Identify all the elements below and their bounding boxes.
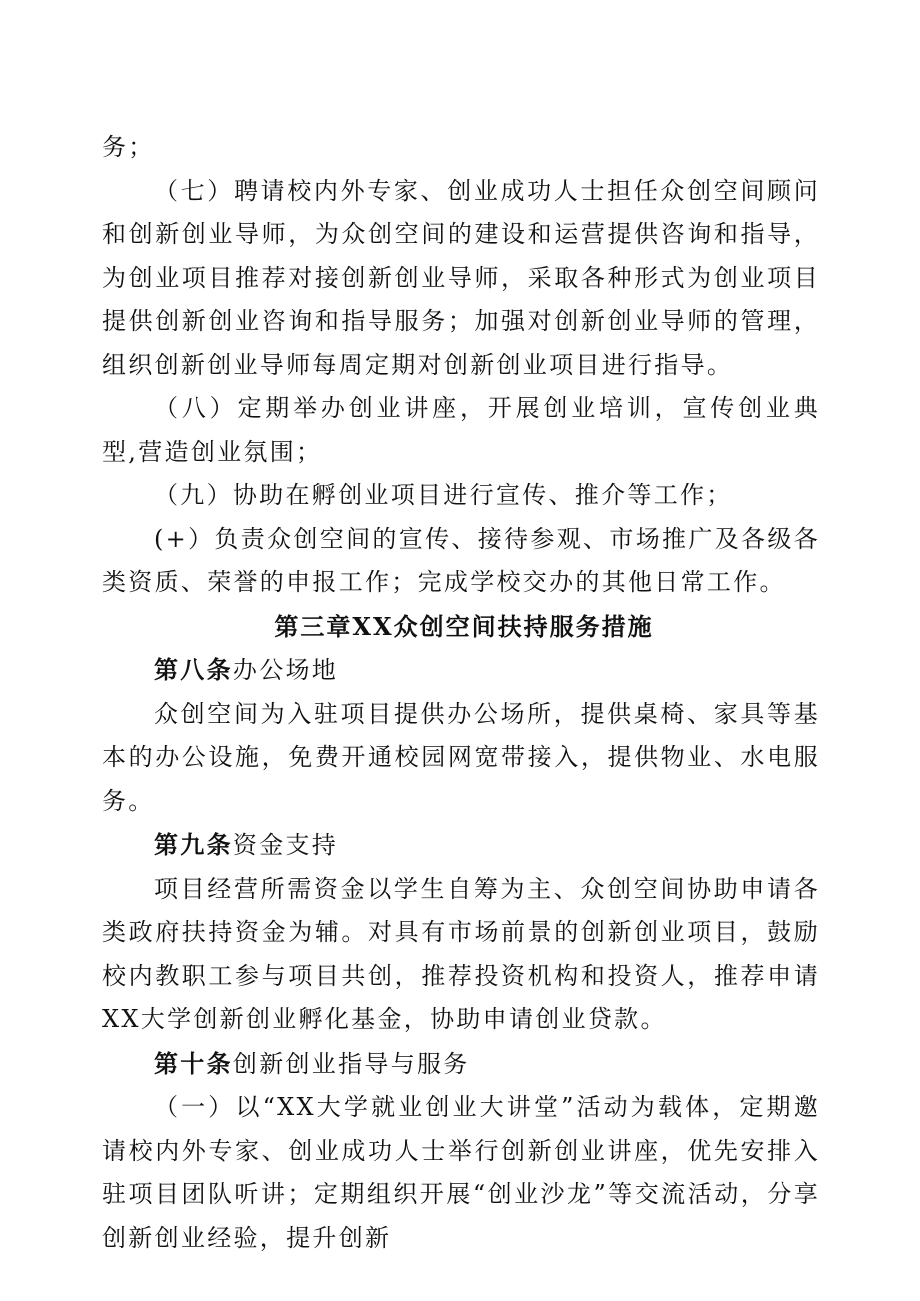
article-8-title: 办公场地 (232, 656, 339, 684)
article-10-title: 创新创业指导与服务 (232, 1049, 470, 1078)
article-9-label: 第九条 (154, 830, 233, 859)
article-9-heading (102, 823, 820, 868)
chapter-title: 第三章XX众创空间扶持服务措施 (274, 611, 654, 641)
article-9-title: 资金支持 (232, 831, 339, 859)
paragraph-item-8: （八）定期举办创业讲座，开展创业培训，宣传创业典型,营造创业氛围； (102, 394, 820, 466)
paragraph-item-9: （九）协助在孵创业项目进行宣传、推介等工作； (154, 481, 733, 509)
article-10-label: 第十条 (154, 1048, 233, 1078)
paragraph-item-7: （七）聘请校内外专家、创业成功人士担任众创空间顾问和创新创业导师，为众创空间的建设和运营提供咨询和指导，为创业项目推荐对接创新创业导师，采取各种形式为创业项目提供创新创业咨询和指导服务；加强对创新创业导师的管理，组织创新创业导师每周定期对创新创业项目进行指导。 (102, 176, 820, 379)
article-8-heading (102, 648, 820, 693)
article-8-label: 第八条 (154, 655, 233, 684)
article-10-heading (102, 1042, 820, 1087)
paragraph-continuation: 务； (102, 133, 155, 161)
article-9-body: 项目经营所需资金以学生自筹为主、众创空间协助申请各类政府扶持资金为辅。对具有市场前景的创新创业项目，鼓励校内教职工参与项目共创，推荐投资机构和投资人，推荐申请XX大学创新创业孵化基金，协助申请创业贷款。 (102, 874, 820, 1033)
article-8-body: 众创空间为入驻项目提供办公场所，提供桌椅、家具等基本的办公设施，免费开通校园网宽带接入，提供物业、水电服务。 (102, 699, 820, 815)
paragraph-item-10: (+）负责众创空间的宣传、接待参观、市场推广及各级各类资质、荣誉的申报工作；完成学校交办的其他日常工作。 (102, 524, 820, 596)
article-10-item-1: （一）以“XX大学就业创业大讲堂”活动为载体，定期邀请校内外专家、创业成功人士举行创新创业讲座，优先安排入驻项目团队听讲；定期组织开展“创业沙龙”等交流活动，分享创新创业经验，提升创新 (102, 1093, 820, 1252)
